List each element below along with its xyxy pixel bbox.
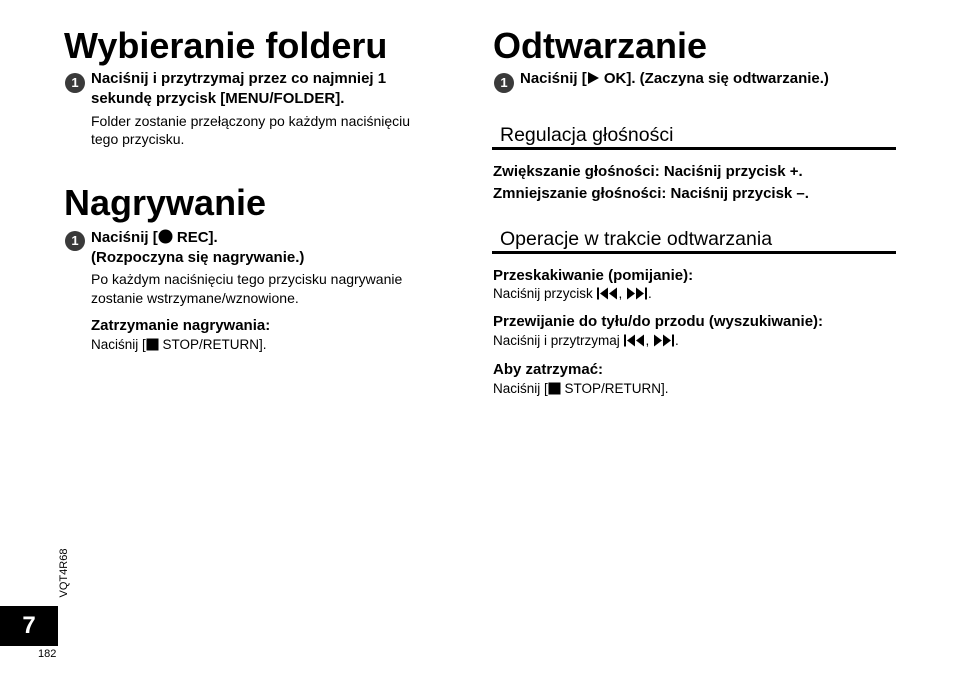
record-desc-line1: Po każdym naciśnięciu tego przycisku nagrywanie <box>91 271 403 287</box>
record-step-number: 1 <box>65 231 85 251</box>
skip-forward-icon <box>626 287 648 305</box>
skip-comma: , <box>618 286 627 301</box>
skip-period: . <box>648 286 652 301</box>
play-stop-instruction <box>493 380 669 400</box>
play-stop-heading: Aby zatrzymać: <box>493 361 604 378</box>
model-code: VQT4R68 <box>58 548 70 598</box>
play-step-post: OK]. (Zaczyna się odtwarzanie.) <box>599 70 829 87</box>
record-circle-icon <box>158 229 173 249</box>
play-step-line <box>520 69 829 90</box>
record-step-line2: (Rozpoczyna się nagrywanie.) <box>91 249 305 266</box>
record-step-line1 <box>91 228 218 249</box>
stop-square-icon <box>548 382 561 400</box>
folder-step-line2: sekundę przycisk [MENU/FOLDER]. <box>91 90 345 107</box>
search-heading: Przewijanie do tyłu/do przodu (wyszukiwanie): <box>493 313 824 330</box>
folder-section-title: Wybieranie folderu <box>64 25 388 66</box>
folder-step-number: 1 <box>65 73 85 93</box>
play-section-title: Odtwarzanie <box>493 25 708 66</box>
record-stop-post: STOP/RETURN]. <box>158 337 267 352</box>
record-stop-heading: Zatrzymanie nagrywania: <box>91 317 271 334</box>
play-triangle-icon <box>587 71 600 90</box>
volume-up-line: Zwiększanie głośności: Naciśnij przycisk +. <box>493 163 803 180</box>
play-step-number: 1 <box>494 73 514 93</box>
volume-down-line: Zmniejszanie głośności: Naciśnij przycisk –. <box>493 185 809 202</box>
search-pre: Naciśnij i przytrzymaj <box>493 333 624 348</box>
chapter-tab: 7 <box>0 606 58 646</box>
skip-back-icon <box>624 334 646 352</box>
record-step-pre: Naciśnij [ <box>91 229 158 246</box>
record-desc-line2: zostanie wstrzymane/wznowione. <box>91 290 299 306</box>
play-step-pre: Naciśnij [ <box>520 70 587 87</box>
folder-step-line1: Naciśnij i przytrzymaj przez co najmniej 1 <box>91 70 387 87</box>
folder-desc-line2: tego przycisku. <box>91 131 185 147</box>
play-stop-post: STOP/RETURN]. <box>560 381 669 396</box>
page-number: 182 <box>38 648 57 660</box>
skip-forward-icon <box>653 334 675 352</box>
search-instruction <box>493 332 679 352</box>
record-step-post: REC]. <box>172 229 218 246</box>
skip-heading: Przeskakiwanie (pomijanie): <box>493 267 694 284</box>
record-section-title: Nagrywanie <box>64 182 267 223</box>
search-period: . <box>675 333 679 348</box>
skip-pre: Naciśnij przycisk <box>493 286 597 301</box>
search-comma: , <box>645 333 654 348</box>
skip-back-icon <box>597 287 619 305</box>
playback-ops-subheading: Operacje w trakcie odtwarzania <box>492 227 896 254</box>
stop-square-icon <box>146 338 159 356</box>
play-stop-pre: Naciśnij [ <box>493 381 548 396</box>
skip-instruction <box>493 285 652 305</box>
record-stop-instruction <box>91 336 267 356</box>
record-stop-pre: Naciśnij [ <box>91 337 146 352</box>
folder-desc-line1: Folder zostanie przełączony po każdym naciśnięciu <box>91 113 411 129</box>
volume-subheading: Regulacja głośności <box>492 123 896 150</box>
